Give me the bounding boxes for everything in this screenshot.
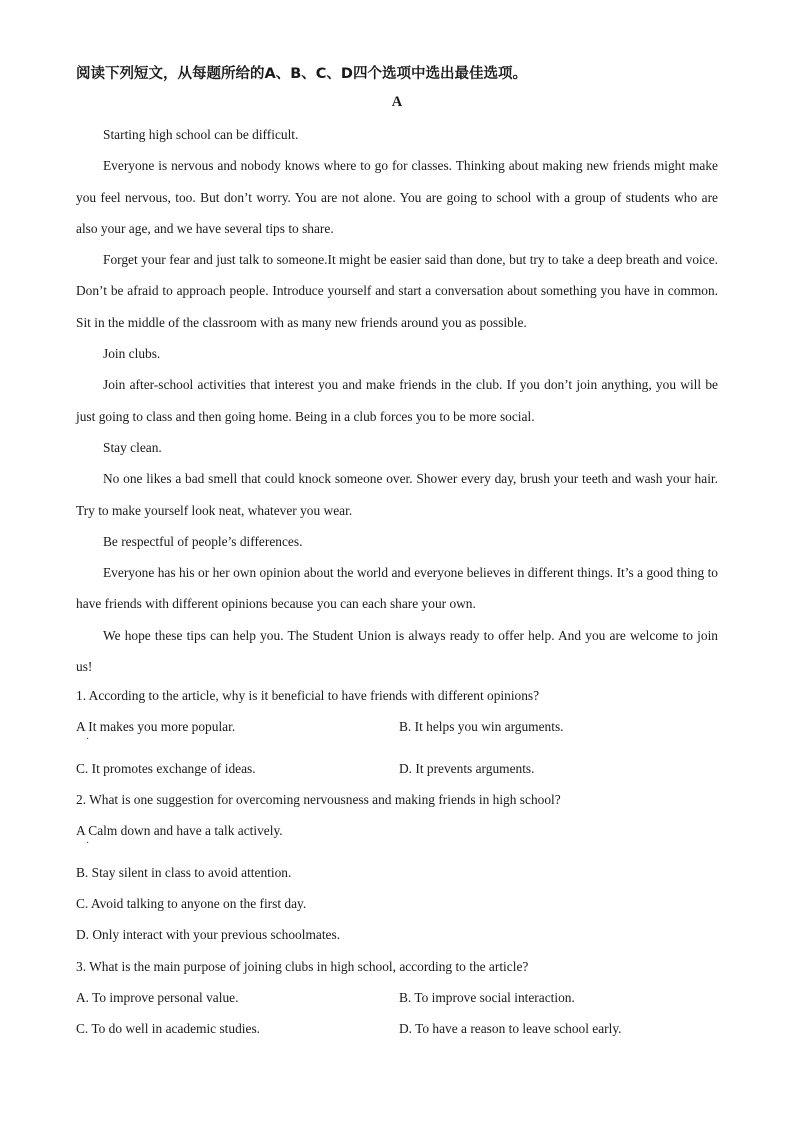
- question-1-stem: 1. According to the article, why is it beneficial to have friends with different opinions?: [76, 688, 540, 703]
- option-dot-mark: ·: [86, 734, 90, 745]
- question-2-option-b[interactable]: B. Stay silent in class to avoid attention.: [76, 865, 292, 880]
- question-3-option-b[interactable]: B. To improve social interaction.: [399, 990, 575, 1005]
- passage: [76, 119, 718, 682]
- passage-paragraph: Everyone has his or her own opinion about the world and everyone believes in different things. It’s a good thing to have friends with different opinions because you can each share your own.: [76, 565, 718, 612]
- question-1-option-d[interactable]: D. It prevents arguments.: [399, 761, 535, 776]
- passage-paragraph: No one likes a bad smell that could knock someone over. Shower every day, brush your teeth and wash your hair. Try to make yourself look neat, whatever you wear.: [76, 471, 718, 518]
- passage-paragraph: Forget your fear and just talk to someone.It might be easier said than done, but try to take a deep breath and voice. Don’t be afraid to approach people. Introduce yourself and start a conversation about something you have in common. Sit in the middle of the classroom with as many new friends around you as possible.: [76, 252, 718, 330]
- option-dot-mark: ·: [86, 838, 90, 849]
- passage-paragraph: Stay clean.: [103, 439, 162, 455]
- passage-paragraph: Join after-school activities that interest you and make friends in the club. If you don’t join anything, you will be just going to class and then going home. Being in a club forces you to be more social.: [76, 377, 718, 424]
- question-2-option-d[interactable]: D. Only interact with your previous schoolmates.: [76, 927, 341, 942]
- passage-paragraph: We hope these tips can help you. The Student Union is always ready to offer help. And you are welcome to join us!: [76, 627, 718, 675]
- question-3-option-c[interactable]: C. To do well in academic studies.: [76, 1021, 261, 1036]
- question-2-option-a[interactable]: A Calm down and have a talk actively.: [76, 823, 283, 838]
- section-label: A: [391, 94, 403, 110]
- question-3-option-a[interactable]: A. To improve personal value.: [76, 990, 239, 1005]
- question-3-option-d[interactable]: D. To have a reason to leave school early.: [399, 1021, 622, 1036]
- passage-paragraph: Be respectful of people’s differences.: [103, 533, 303, 549]
- passage-paragraph: Everyone is nervous and nobody knows where to go for classes. Thinking about making new friends might make you feel nervous, too. But don’t worry. You are not alone. You are going to school with a group of students who are also your age, and we have several tips to share.: [76, 158, 718, 236]
- passage-paragraph: Join clubs.: [103, 346, 161, 362]
- question-1-option-a[interactable]: A It makes you more popular.: [76, 719, 236, 734]
- question-2-option-c[interactable]: C. Avoid talking to anyone on the first day.: [76, 896, 307, 911]
- question-2-stem: 2. What is one suggestion for overcoming nervousness and making friends in high school?: [76, 792, 561, 807]
- passage-paragraph: Starting high school can be difficult.: [103, 127, 299, 142]
- question-1-option-c[interactable]: C. It promotes exchange of ideas.: [76, 761, 256, 776]
- question-3-stem: 3. What is the main purpose of joining clubs in high school, according to the article?: [76, 959, 529, 974]
- question-1-option-b[interactable]: B. It helps you win arguments.: [399, 719, 564, 734]
- instruction-heading: 阅读下列短文，从每题所给的A、B、C、D四个选项中选出最佳选项。: [76, 66, 527, 82]
